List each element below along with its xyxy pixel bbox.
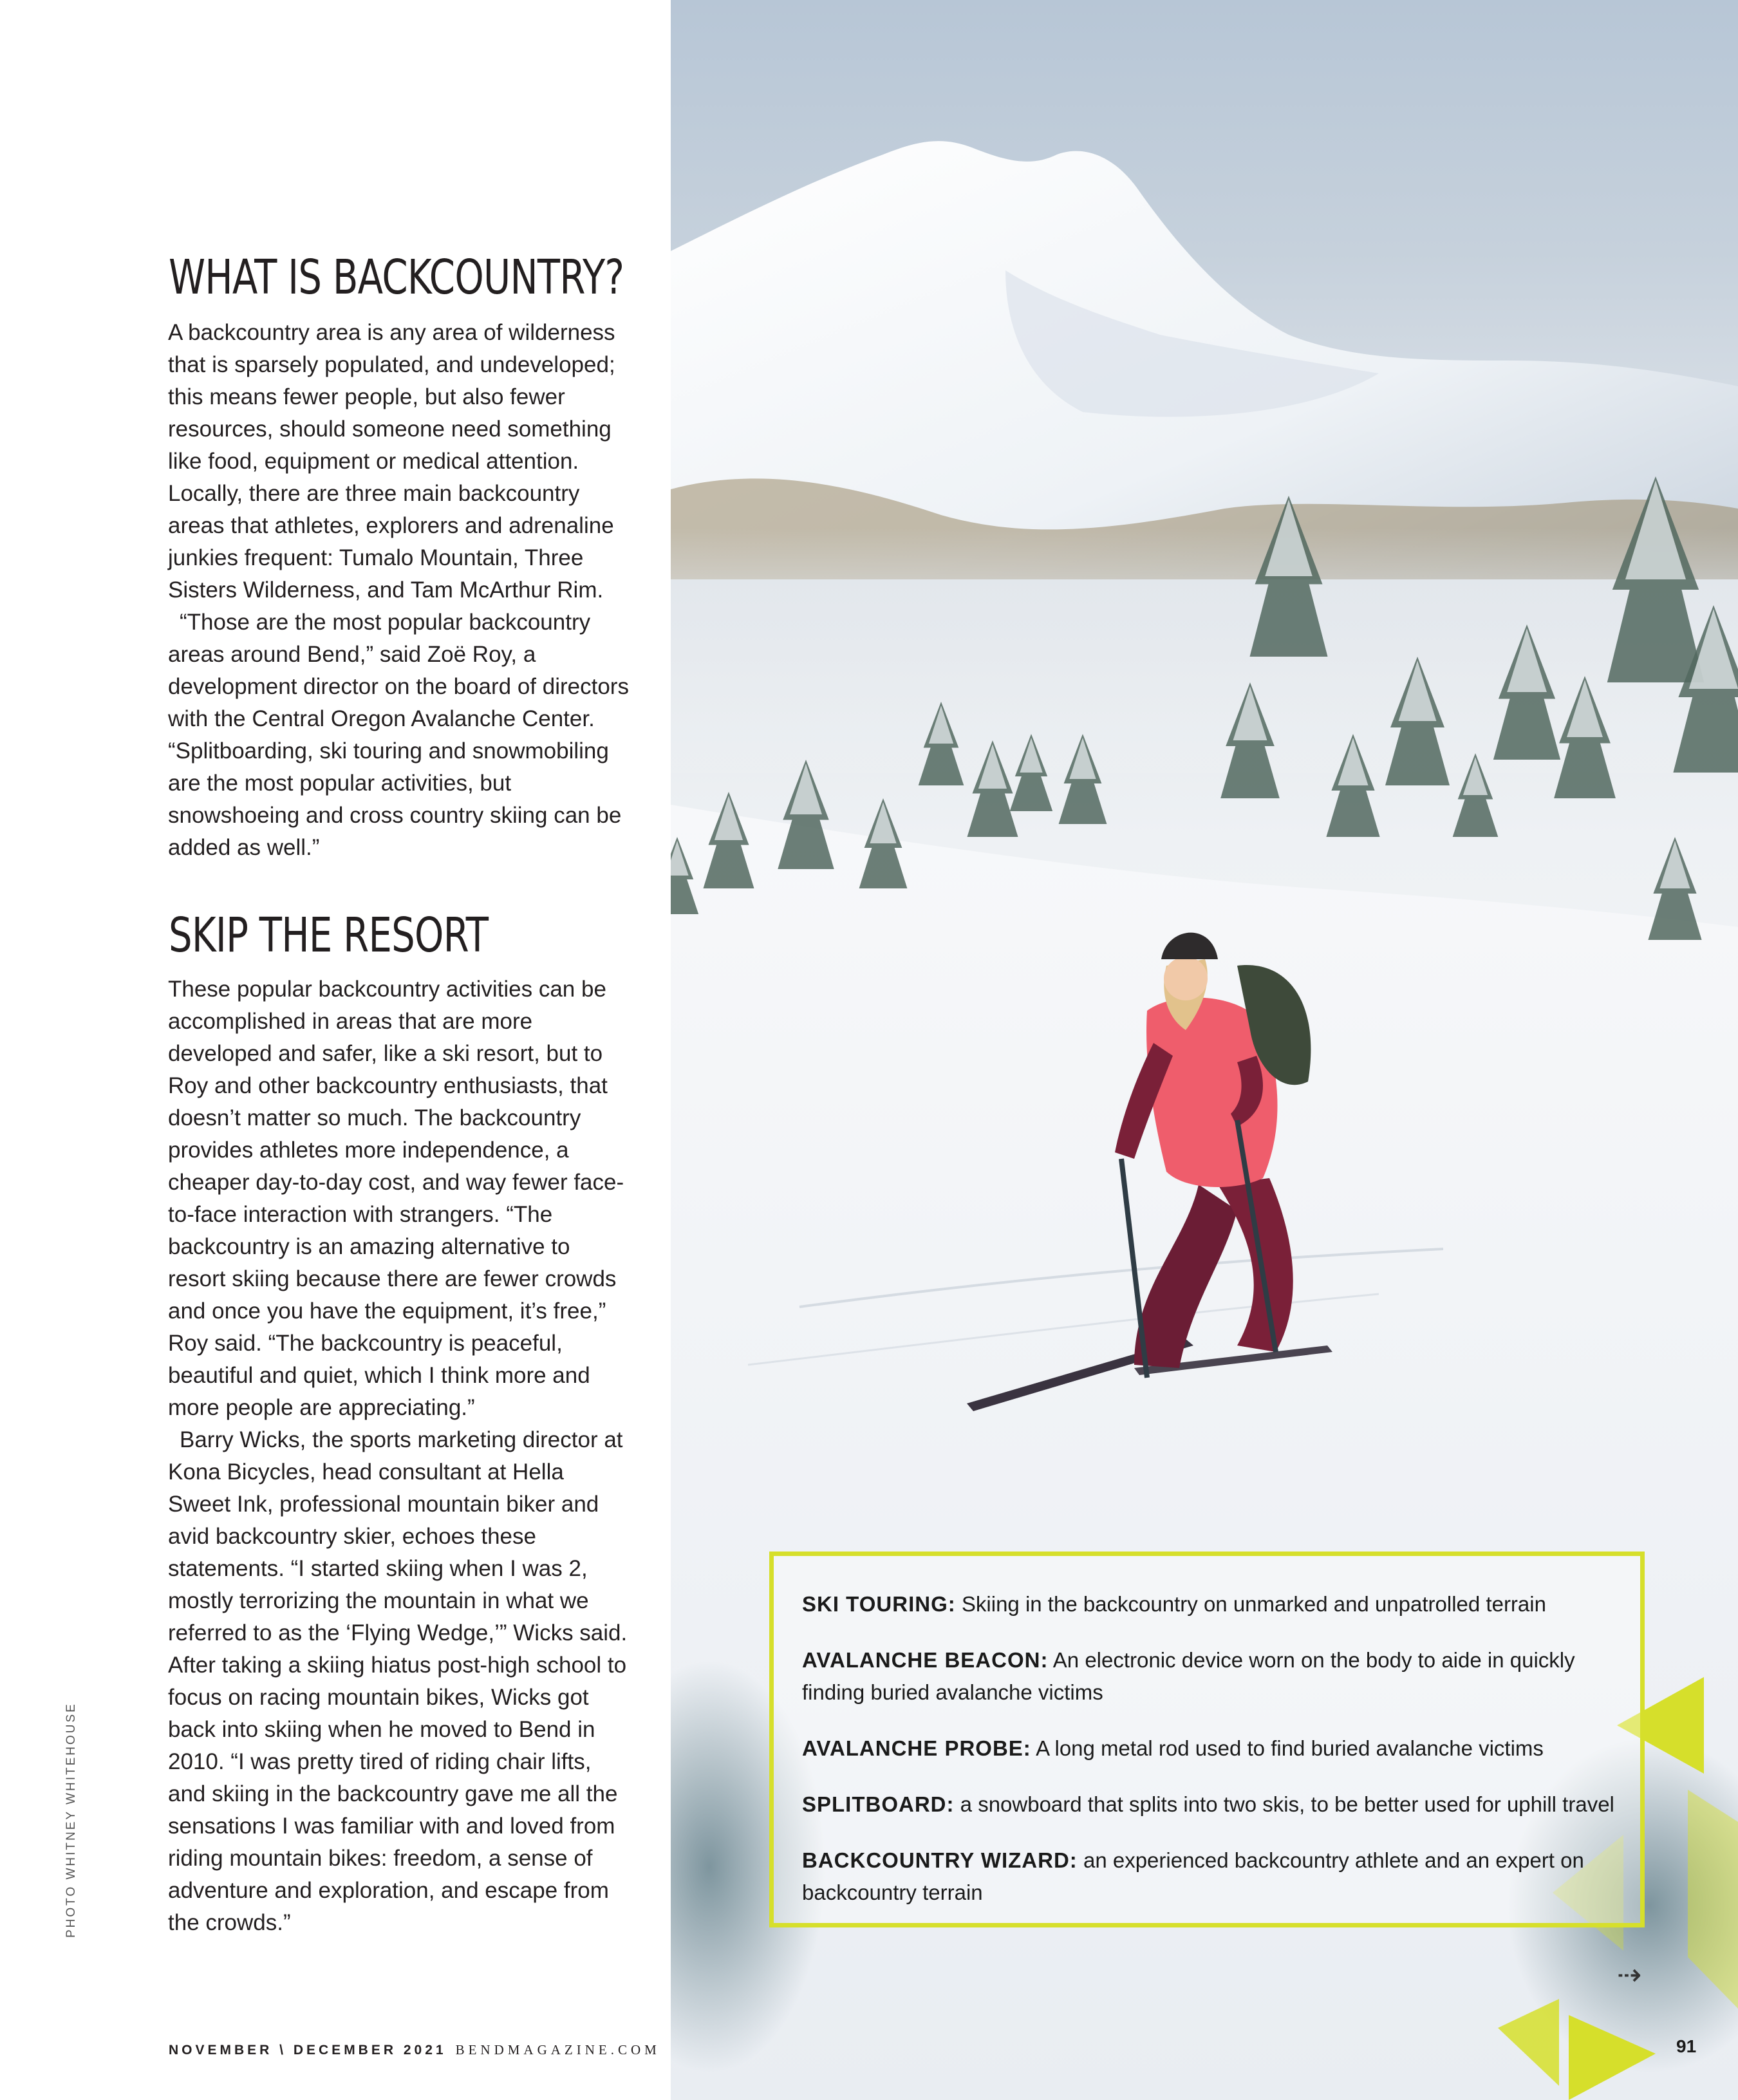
glossary-definition: Skiing in the backcountry on unmarked and unpatrolled terrain	[961, 1592, 1546, 1616]
glossary-term: AVALANCHE PROBE:	[802, 1736, 1031, 1760]
glossary-item	[802, 1788, 1625, 1821]
body-paragraph: A backcountry area is any area of wilderness that is sparsely populated, and undeveloped; this means fewer people, but also fewer resources, should someone need something like food, equipment or medical attention. Locally, there are three main backcountry areas that athletes, explorers and adrenaline junkies frequent: Tumalo Mountain, Three Sisters Wilderness, and Tam McArthur Rim.	[168, 320, 615, 603]
body-paragraph: “Those are the most popular backcountry areas around Bend,” said Zoë Roy, a development director on the board of directors with the Central Oregon Avalanche Center. “Splitboarding, ski touring and snowmobiling are the most popular activities, but snowshoeing and cross country skiing can be added as well.”	[168, 610, 629, 860]
glossary-item	[802, 1588, 1625, 1620]
glossary-item	[802, 1844, 1625, 1909]
photo-credit: PHOTO WHITNEY WHITEHOUSE	[64, 1702, 78, 1938]
glossary-definition: An electronic device worn on the body to aide in quickly finding buried avalanche victims	[802, 1648, 1575, 1704]
issue-date: NOVEMBER \ DECEMBER 2021	[169, 2043, 447, 2058]
section-heading-skip-the-resort: SKIP THE RESORT	[169, 908, 489, 963]
page-footer	[169, 2042, 660, 2058]
glossary-definition: a snowboard that splits into two skis, to be better used for uphill travel	[960, 1792, 1614, 1816]
glossary-term: SKI TOURING:	[802, 1592, 956, 1616]
glossary-item	[802, 1644, 1625, 1709]
glossary-definition: an experienced backcountry athlete and an expert on backcountry terrain	[802, 1848, 1584, 1904]
glossary-list	[802, 1588, 1625, 1909]
website-link[interactable]: BENDMAGAZINE.COM	[455, 2042, 660, 2058]
glossary-definition: A long metal rod used to find buried avalanche victims	[1036, 1736, 1544, 1760]
glossary-term: SPLITBOARD:	[802, 1792, 955, 1816]
article-text-column	[0, 0, 671, 2100]
section-body-skip-the-resort	[168, 973, 631, 1939]
glossary-item	[802, 1732, 1625, 1765]
glossary-term: AVALANCHE BEACON:	[802, 1648, 1049, 1672]
glossary-term: BACKCOUNTRY WIZARD:	[802, 1848, 1078, 1872]
dashed-arrow-icon: ⇢	[1617, 1958, 1642, 1991]
page-number: 91	[1676, 2036, 1697, 2056]
section-heading-what-is-backcountry: WHAT IS BACKCOUNTRY?	[169, 250, 624, 305]
glossary-box	[769, 1552, 1645, 1927]
section-body-what-is-backcountry	[168, 317, 631, 864]
body-paragraph: These popular backcountry activities can be accomplished in areas that are more developed and safer, like a ski resort, but to Roy and other backcountry enthusiasts, that doesn’t matter so much. The backcountry provides athletes more independence, a cheaper day-to-day cost, and way fewer face-to-face interaction with strangers. “The backcountry is an amazing alternative to resort skiing because there are fewer crowds and once you have the equipment, it’s free,” Roy said. “The backcountry is peaceful, beautiful and quiet, which I think more and more people are appreciating.”	[168, 977, 624, 1420]
body-paragraph: Barry Wicks, the sports marketing director at Kona Bicycles, head consultant at Hella Sweet Ink, professional mountain biker and avid backcountry skier, echoes these statements. “I started skiing when I was 2, mostly terrorizing the mountain in what we referred to as the ‘Flying Wedge,’” Wicks said. After taking a skiing hiatus post-high school to focus on racing mountain bikes, Wicks got back into skiing when he moved to Bend in 2010. “I was pretty tired of riding chair lifts, and skiing in the backcountry gave me all the sensations I was familiar with and loved from riding mountain bikes: freedom, a sense of adventure and exploration, and escape from the crowds.”	[168, 1427, 628, 1935]
tree-snow	[1659, 841, 1690, 888]
skier-photo	[671, 0, 1738, 2100]
